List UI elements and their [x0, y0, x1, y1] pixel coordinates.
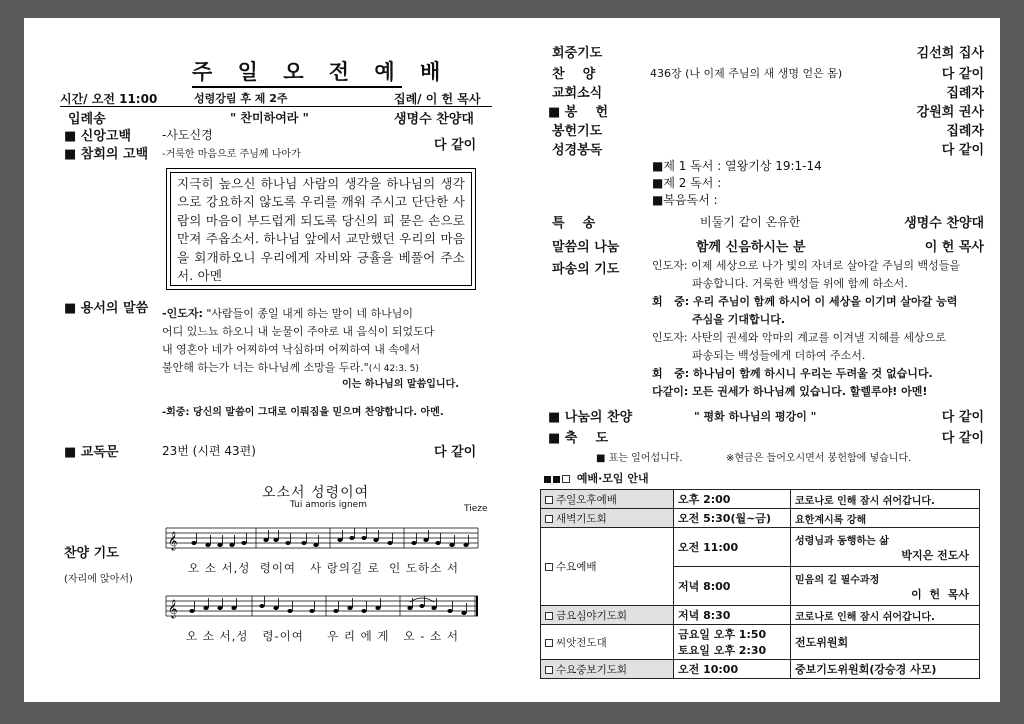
creed-value: -사도신경	[162, 128, 213, 142]
svg-text:𝄞: 𝄞	[168, 531, 178, 550]
pardon-leader-line-3: 내 영혼아 네가 어찌하여 낙심하며 어찌하여 내 속에서	[162, 343, 421, 356]
square-icon	[545, 496, 553, 504]
table-row	[541, 509, 980, 528]
schedule-title: 예배·모임 안내	[576, 472, 649, 485]
sending-line-7	[652, 366, 933, 382]
pardon-closing: 이는 하나님의 말씀입니다.	[342, 379, 460, 390]
pardon-leader-line-1: "사람들이 종일 내게 하는 말이 네 하나님이	[202, 307, 414, 320]
offering-label: ■ 봉 헌	[548, 105, 609, 120]
sermon-by: 이 헌 목사	[924, 240, 984, 255]
closing-praise-label: ■ 나눔의 찬양	[548, 410, 633, 425]
congregation-prayer-by: 김선희 집사	[916, 46, 984, 61]
square-icon	[545, 612, 553, 620]
svg-text:𝄞: 𝄞	[168, 599, 178, 618]
hymn-prayer-note: (자리에 앉아서)	[64, 574, 133, 585]
pardon-label: ■ 용서의 말씀	[64, 301, 149, 316]
entrance-song: " 찬미하여라 "	[230, 111, 309, 125]
schedule-note: 전도위원회	[791, 625, 980, 660]
schedule-note: 코로나로 인해 잠시 쉬어갑니다.	[791, 490, 980, 509]
schedule-time: 오전 11:00	[674, 528, 791, 567]
second-reading: ■제 2 독서 :	[652, 176, 722, 190]
closing-praise-by: 다 같이	[941, 410, 984, 425]
schedule-time: 오전 10:00	[674, 660, 791, 679]
hymn-subtitle: Tui amoris ignem	[290, 500, 367, 510]
bulletin-sheet	[24, 18, 1000, 702]
church-news-by: 집례자	[946, 86, 984, 101]
square-icon	[545, 563, 553, 571]
offering-by: 강원희 권사	[916, 105, 984, 120]
sending-line-8	[652, 384, 927, 400]
schedule-name: 금요심야기도회	[541, 606, 674, 625]
title-underline	[192, 86, 402, 88]
lyrics-line-2: 오 소 서,성 령-이여 우 리 에 게 오 - 소 서	[186, 629, 459, 643]
schedule-time: 저녁 8:00	[674, 567, 791, 606]
bullet-icon	[553, 476, 560, 483]
staff-line-1	[164, 522, 482, 556]
hymn-by: 다 같이	[941, 67, 984, 82]
sending-who: 다같이:	[652, 385, 689, 398]
square-icon	[545, 515, 553, 523]
special-song-label: 특 송	[552, 216, 596, 231]
church-news-label: 교회소식	[552, 86, 603, 101]
table-row	[541, 606, 980, 625]
schedule-note: 중보기도위원회(강승경 사모)	[791, 660, 980, 679]
service-time: 시간/ 오전 11:00	[60, 92, 158, 106]
service-title: 주 일 오 전 예 배	[192, 60, 450, 84]
right-page	[504, 18, 1000, 702]
table-row	[541, 660, 980, 679]
reading-label: ■ 교독문	[64, 445, 119, 460]
sending-line-4: 주심을 기대합니다.	[692, 313, 786, 326]
sending-line-1	[652, 258, 960, 274]
creed-label: ■ 신앙고백	[64, 129, 132, 144]
staff-line-2	[164, 590, 482, 624]
scripture-reading-label: 성경봉독	[552, 143, 603, 158]
schedule-note: 코로나로 인해 잠시 쉬어갑니다.	[791, 606, 980, 625]
schedule-name: 새벽기도회	[541, 509, 674, 528]
confession-value: -거룩한 마음으로 주님께 나아가	[162, 149, 301, 160]
sending-prayer-label: 파송의 기도	[552, 262, 620, 277]
schedule-time: 오후 2:00	[674, 490, 791, 509]
square-icon	[545, 666, 553, 674]
schedule-table	[540, 489, 980, 679]
schedule-time: 오전 5:30(월~금)	[674, 509, 791, 528]
table-row	[541, 625, 980, 660]
table-row	[541, 528, 980, 567]
pardon-leader-line-4-text: 불안해 하는가 너는 하나님께 소망을 두라."	[162, 361, 369, 374]
service-leader: 집례/ 이 헌 목사	[394, 92, 481, 106]
sermon-title: 함께 신음하시는 분	[696, 240, 806, 255]
pardon-leader-line-4	[162, 359, 419, 375]
schedule-note: 요한계시록 강해	[791, 509, 980, 528]
special-song-by: 생명수 찬양대	[904, 216, 984, 231]
pardon-leader	[162, 305, 413, 321]
left-page	[24, 18, 496, 702]
sending-who: 인도자:	[652, 259, 688, 272]
sending-text: 하나님이 함께 하시니 우리는 두려울 것 없습니다.	[692, 367, 933, 380]
sending-text: 우리 주님이 함께 하시어 이 세상을 이기며 살아갈 능력	[692, 295, 958, 308]
hymn-prayer-label: 찬양 기도	[64, 546, 119, 561]
schedule-name: 씨앗전도대	[541, 625, 674, 660]
pardon-leader-line-2: 어디 있느뇨 하오니 내 눈물이 주야로 내 음식이 되었도다	[162, 325, 435, 338]
offering-note: ※현금은 들어오시면서 봉헌함에 넣습니다.	[726, 453, 912, 464]
hymn-label: 찬 양	[552, 67, 596, 82]
confession-label: ■ 참회의 고백	[64, 147, 149, 162]
pardon-people	[162, 403, 444, 418]
standing-note: ■ 표는 일어섭니다.	[596, 453, 683, 464]
gospel-reading: ■복음독서 :	[652, 193, 718, 207]
hymn-composer: Tieze	[464, 504, 488, 514]
schedule-time: 저녁 8:30	[674, 606, 791, 625]
bullet-icon	[544, 476, 551, 483]
entrance-by: 생명수 찬양대	[394, 112, 474, 127]
pardon-leader-label: -인도자:	[162, 307, 203, 320]
pardon-people-text: 당신의 말씀이 그대로 이뤄짐을 믿으며 찬양합니다. 아멘.	[189, 407, 444, 418]
hymn-title: 오소서 성령이여	[262, 485, 370, 501]
pardon-reference: (시 42:3. 5)	[368, 364, 419, 374]
sending-who: 회 중:	[652, 367, 690, 380]
schedule-note: 믿음의 길 필수과정 이 헌 목사	[791, 567, 980, 606]
square-icon	[562, 475, 570, 483]
lyrics-line-1: 오 소 서,성 령이여 사 랑의길 로 인 도하소 서	[188, 561, 460, 575]
offering-prayer-label: 봉헌기도	[552, 124, 603, 139]
sending-line-3	[652, 294, 957, 310]
sermon-label: 말씀의 나눔	[552, 240, 620, 255]
entrance-label: 입례송	[68, 112, 106, 127]
schedule-heading	[544, 470, 649, 486]
closing-praise-song: " 평화 하나님의 평강이 "	[694, 410, 817, 423]
hymn-value: 436장 (나 이제 주님의 새 생명 얻은 몸)	[650, 67, 843, 80]
sending-who: 회 중:	[652, 295, 690, 308]
schedule-name: 수요중보기도회	[541, 660, 674, 679]
confession-prayer-text: 지극히 높으신 하나님 사람의 생각을 하나님의 생각으로 강요하지 않도록 우리를 깨워 주시고 단단한 사람의 마음이 부드럽게 되도록 당신의 피 묻은 손으로 만져 주옵소서. 하나님 앞에서 교만했던 우리의 마음을 회개하오니 우리에게 자비와 긍휼을 베풀어 주소서. 아멘	[170, 172, 472, 286]
table-row	[541, 490, 980, 509]
schedule-note: 성령님과 동행하는 삶 박지은 전도사	[791, 528, 980, 567]
confession-by: 다 같이	[434, 138, 477, 153]
schedule-time: 금요일 오후 1:50 토요일 오후 2:30	[674, 625, 791, 660]
liturgical-season: 성령강림 후 제 2주	[194, 92, 288, 105]
offering-prayer-by: 집례자	[946, 124, 984, 139]
sending-text: 사탄의 권세와 악마의 계교를 이겨낼 지혜를 세상으로	[691, 331, 946, 344]
special-song-title: 비둘기 같이 온유한	[700, 215, 801, 229]
sending-text: 모든 권세가 하나님께 있습니다. 할렐루야! 아멘!	[692, 385, 928, 398]
header-rule	[60, 106, 492, 107]
sending-line-6: 파송되는 백성들에게 더하여 주소서.	[692, 349, 866, 362]
reading-value: 23번 (시편 43편)	[162, 444, 256, 458]
congregation-prayer-label: 회중기도	[552, 46, 603, 61]
first-reading: ■제 1 독서 : 열왕기상 19:1-14	[652, 159, 822, 173]
sending-line-5	[652, 330, 946, 346]
benediction-by: 다 같이	[941, 431, 984, 446]
benediction-label: ■ 축 도	[548, 431, 609, 446]
confession-prayer-box	[166, 168, 476, 290]
sending-line-2: 파송합니다. 거룩한 백성들 위에 함께 하소서.	[692, 277, 908, 290]
square-icon	[545, 639, 553, 647]
scripture-reading-by: 다 같이	[941, 143, 984, 158]
schedule-name: 주일오후예배	[541, 490, 674, 509]
reading-by: 다 같이	[434, 445, 477, 460]
sending-who: 인도자:	[652, 331, 688, 344]
sending-text: 이제 세상으로 나가 빛의 자녀로 살아갈 주님의 백성들을	[691, 259, 960, 272]
pardon-people-label: -회중:	[162, 407, 190, 418]
schedule-name: 수요예배	[541, 528, 674, 606]
